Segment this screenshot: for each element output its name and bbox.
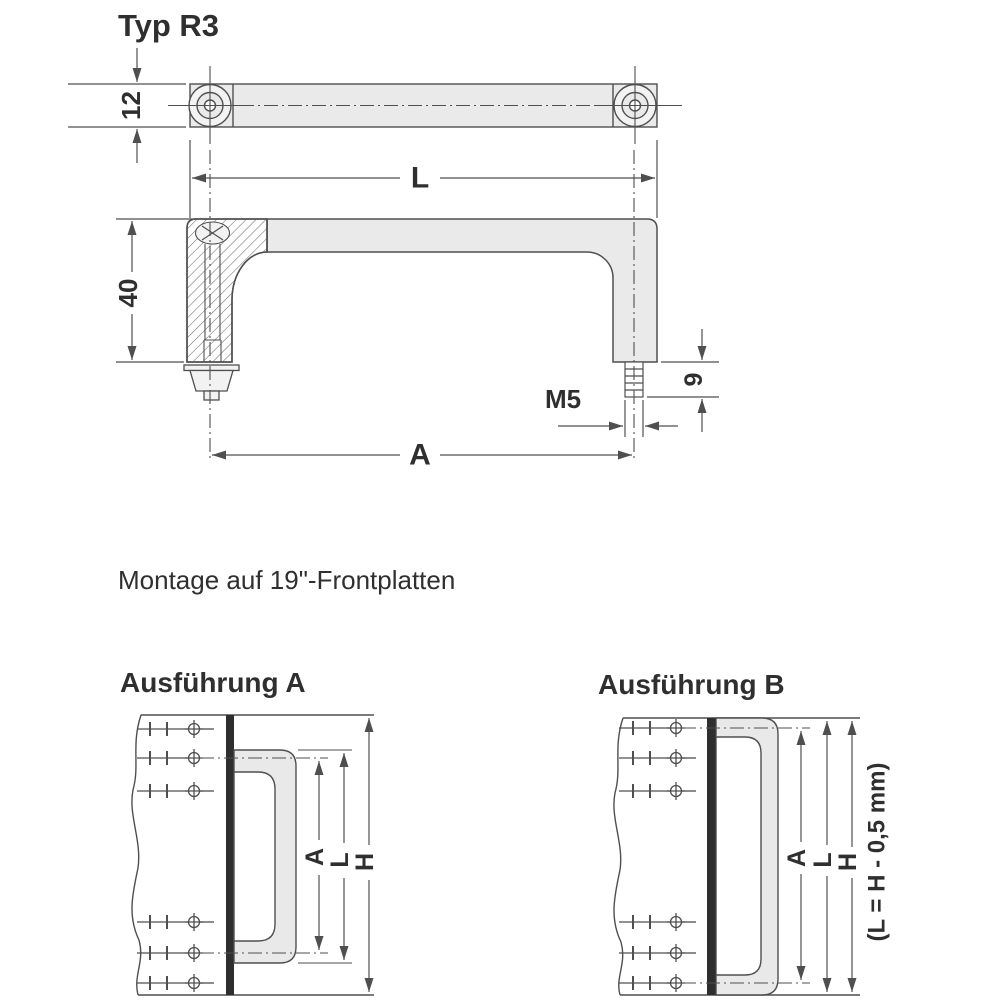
handle-body-section — [267, 219, 657, 362]
left-leg-hatch — [187, 219, 267, 362]
dim-label-L: L — [410, 161, 430, 195]
dim-label-9: 9 — [680, 372, 708, 387]
dim-label-12: 12 — [116, 91, 146, 120]
variant-b-dim-label-H: H — [834, 852, 862, 872]
variant-b-formula-note: (L = H - 0,5 mm) — [863, 762, 891, 942]
mounting-note: Montage auf 19"-Frontplatten — [118, 565, 456, 595]
dim-label-A: A — [409, 438, 431, 472]
top-view — [168, 66, 682, 144]
handle-profile-inner — [716, 737, 761, 975]
panel-front-edge — [707, 718, 716, 995]
page-title: Typ R3 — [118, 8, 220, 43]
variant-a-dim-label-H: H — [351, 852, 379, 872]
variant-b-dim-label-A: A — [783, 848, 811, 868]
side-view — [184, 150, 657, 462]
variant-a-title: Ausführung A — [120, 667, 306, 698]
variant-a-dim-label-A: A — [301, 847, 329, 867]
variant-b-dim-label-L: L — [809, 852, 837, 868]
washer-and-nut — [184, 365, 239, 400]
variant-a-dim-label-L: L — [326, 852, 354, 868]
thread-label-M5: M5 — [544, 384, 582, 414]
dim-label-40: 40 — [113, 278, 143, 308]
handle-profile-inner — [234, 772, 275, 941]
variant-b-title: Ausführung B — [598, 669, 785, 700]
